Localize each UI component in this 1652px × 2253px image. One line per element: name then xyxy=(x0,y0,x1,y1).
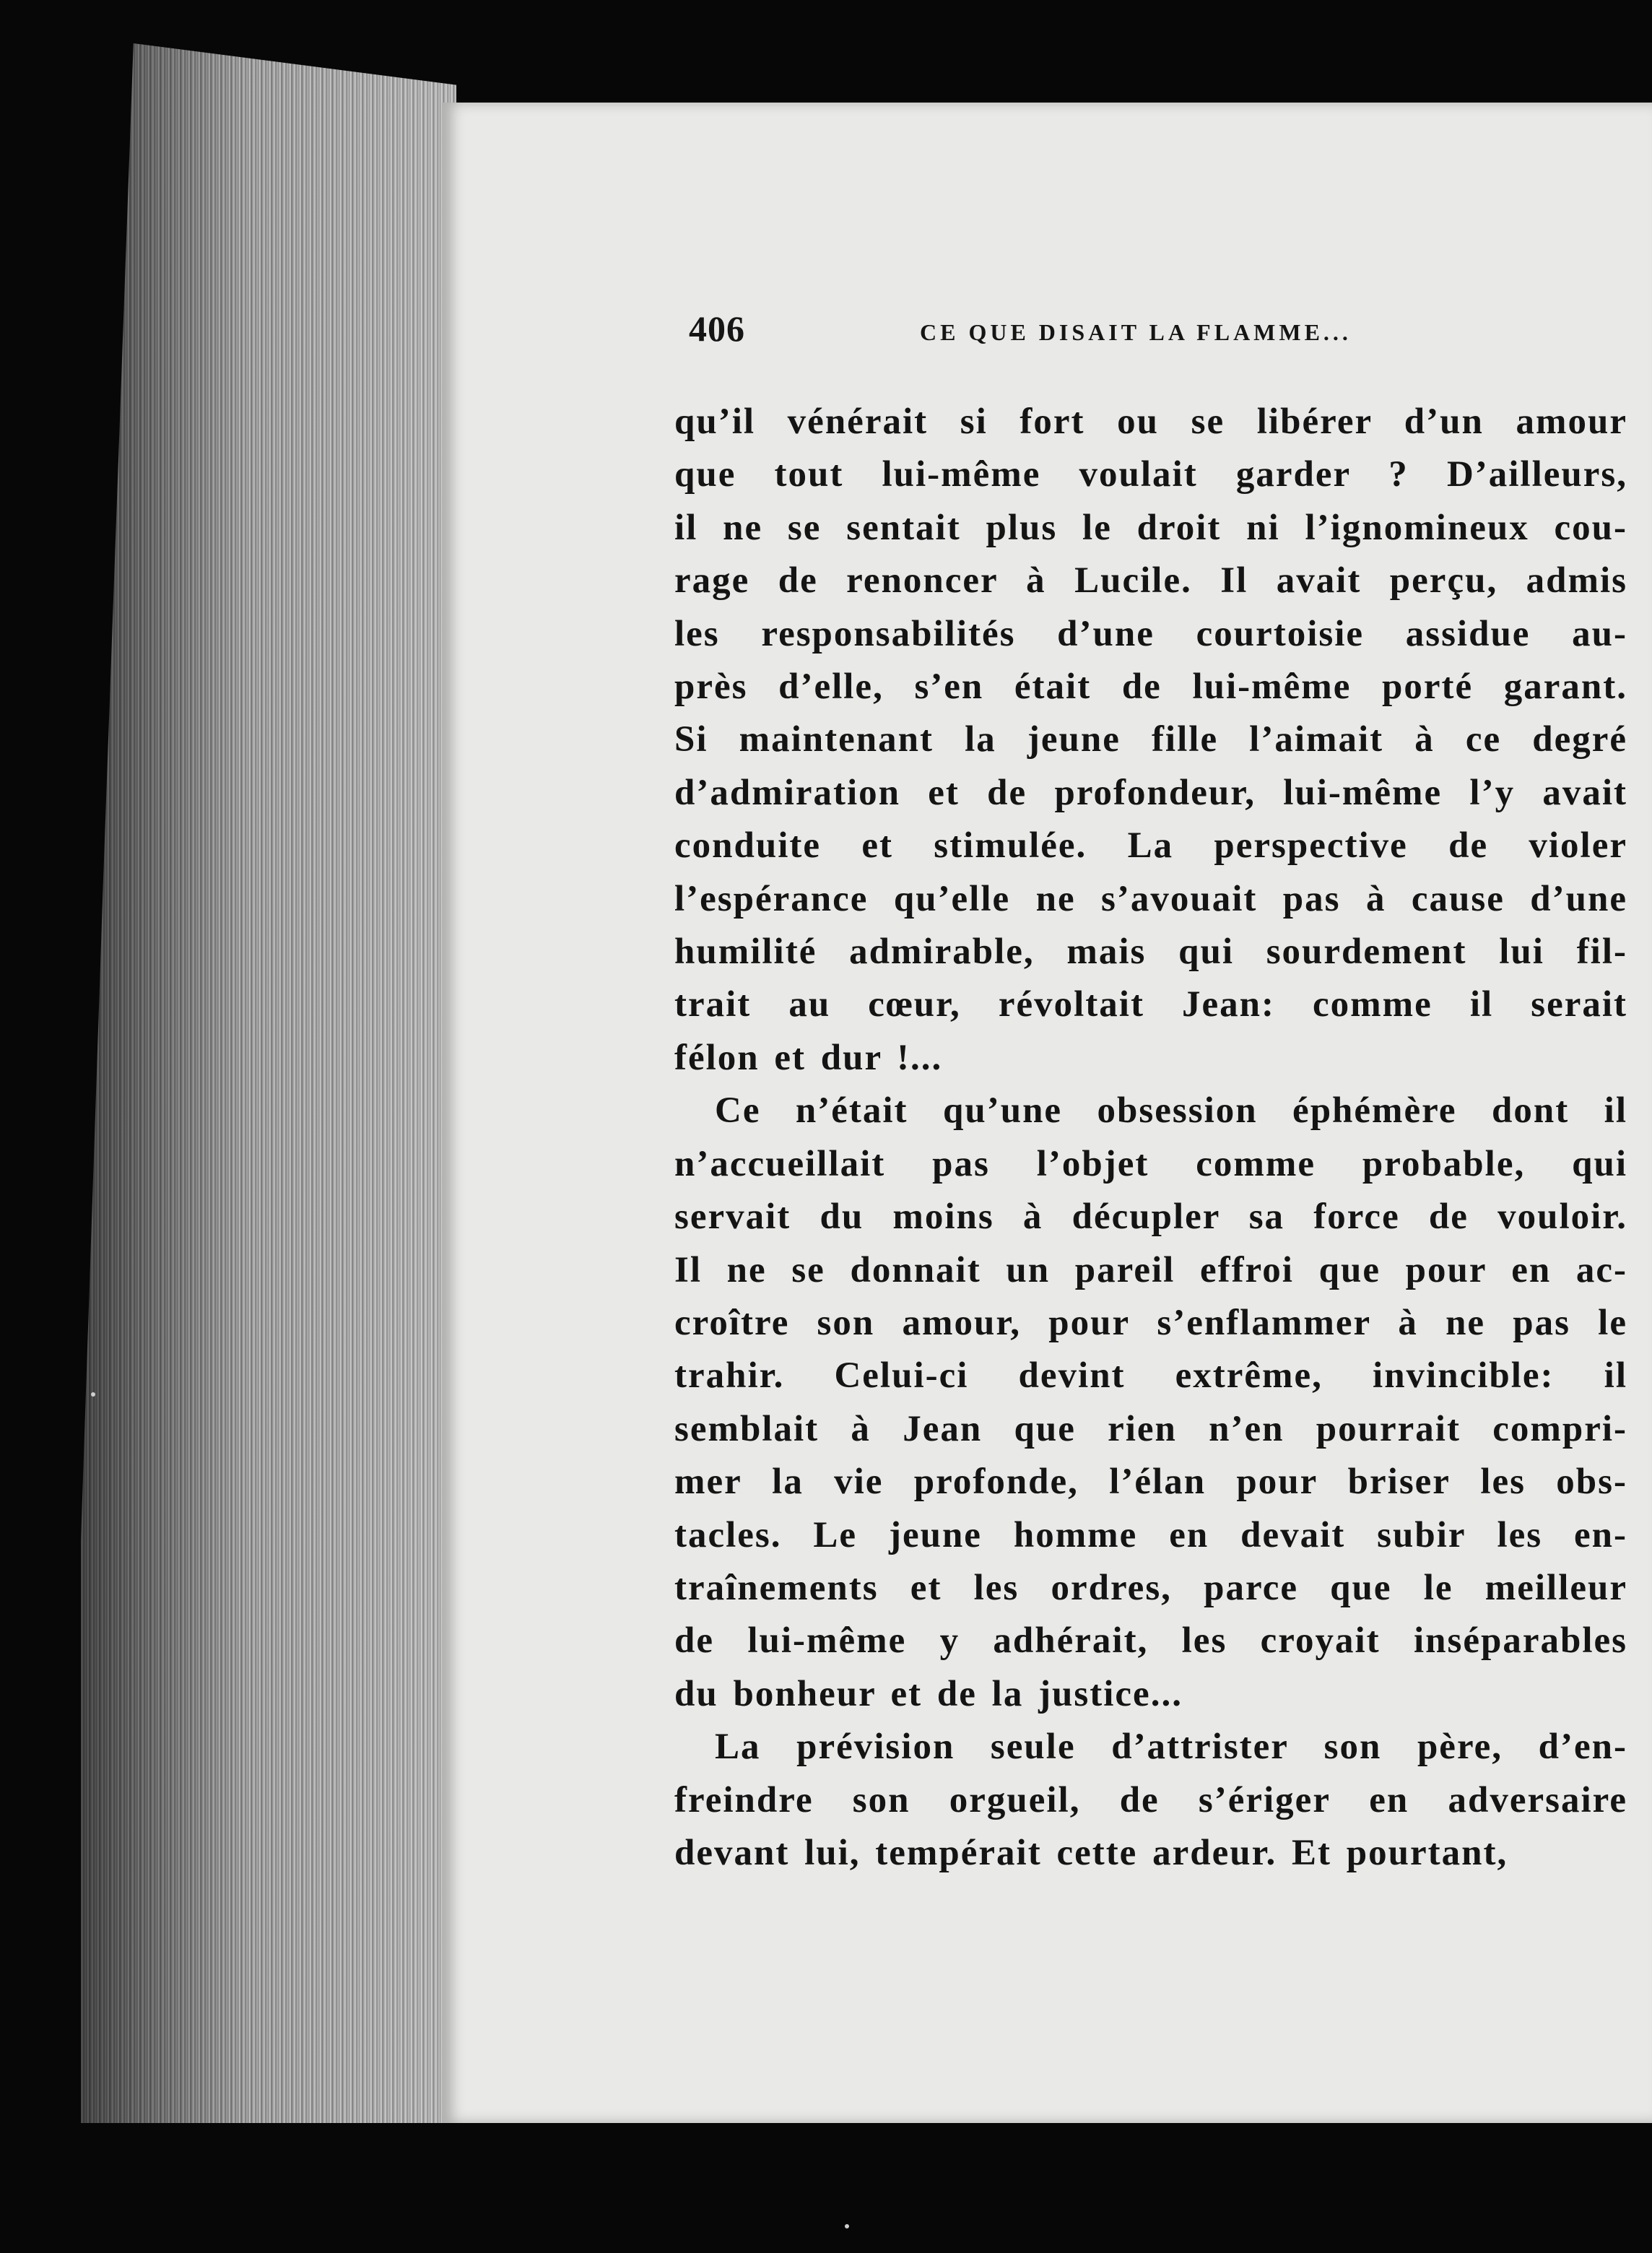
text-line: n’accueillait pas l’objet comme probable, qui xyxy=(674,1143,1627,1184)
text-line: Il ne se donnait un pareil effroi que pour en ac- xyxy=(674,1249,1627,1290)
paragraph xyxy=(674,1085,1627,1721)
text-line: trahir. Celui-ci devint extrême, invincible: il xyxy=(674,1355,1627,1397)
text-line: devant lui, tempérait cette ardeur. Et pourtant, xyxy=(674,1832,1508,1873)
running-title: CE QUE DISAIT LA FLAMME... xyxy=(920,319,1352,345)
text-line: mer la vie profonde, l’élan pour briser les obs- xyxy=(674,1462,1627,1503)
book-page xyxy=(442,103,1652,2123)
text-line: d’admiration et de profondeur, lui-même l’y avait xyxy=(674,772,1627,813)
text-line: tacles. Le jeune homme en devait subir les en- xyxy=(674,1514,1627,1555)
text-line: félon et dur !... xyxy=(674,1037,943,1078)
dust-speck xyxy=(91,1392,95,1397)
text-line: Ce n’était qu’une obsession éphémère dont il xyxy=(715,1090,1627,1132)
page-content xyxy=(674,308,1627,1880)
paragraph xyxy=(674,396,1627,1085)
text-line: freindre son orgueil, de s’ériger en adversaire xyxy=(674,1779,1627,1820)
book-page-edges xyxy=(81,43,456,2123)
text-line: croître son amour, pour s’enflammer à ne pas le xyxy=(674,1302,1627,1343)
paragraph xyxy=(674,1721,1627,1880)
text-line: il ne se sentait plus le droit ni l’ignomineux cou- xyxy=(674,507,1627,548)
bottom-background xyxy=(0,2123,1652,2253)
text-line: servait du moins à décupler sa force de vouloir. xyxy=(674,1197,1627,1238)
text-line: traînements et les ordres, parce que le meilleur xyxy=(674,1567,1627,1608)
text-line: Si maintenant la jeune fille l’aimait à ce degré xyxy=(674,719,1627,760)
text-line: de lui-même y adhérait, les croyait inséparables xyxy=(674,1620,1627,1662)
text-line: conduite et stimulée. La perspective de violer xyxy=(674,825,1627,867)
dust-speck xyxy=(845,2224,849,2228)
text-line: qu’il vénérait si fort ou se libérer d’un amour xyxy=(674,401,1627,442)
text-line: l’espérance qu’elle ne s’avouait pas à cause d’une xyxy=(674,878,1627,919)
text-line: trait au cœur, révoltait Jean: comme il serait xyxy=(674,984,1627,1025)
text-line: rage de renoncer à Lucile. Il avait perçu, admis xyxy=(674,560,1627,602)
text-line: les responsabilités d’une courtoisie assidue au- xyxy=(674,613,1627,654)
text-line: humilité admirable, mais qui sourdement lui fil- xyxy=(674,932,1627,973)
body-text xyxy=(674,396,1627,1880)
text-line: du bonheur et de la justice... xyxy=(674,1673,1183,1714)
running-head xyxy=(674,308,1627,365)
text-line: semblait à Jean que rien n’en pourrait compri- xyxy=(674,1408,1627,1449)
text-line: La prévision seule d’attrister son père, d’en- xyxy=(715,1727,1627,1768)
text-line: que tout lui-même voulait garder ? D’ailleurs, xyxy=(674,454,1627,495)
text-line: près d’elle, s’en était de lui-même porté garant. xyxy=(674,667,1627,708)
page-number: 406 xyxy=(689,308,745,349)
